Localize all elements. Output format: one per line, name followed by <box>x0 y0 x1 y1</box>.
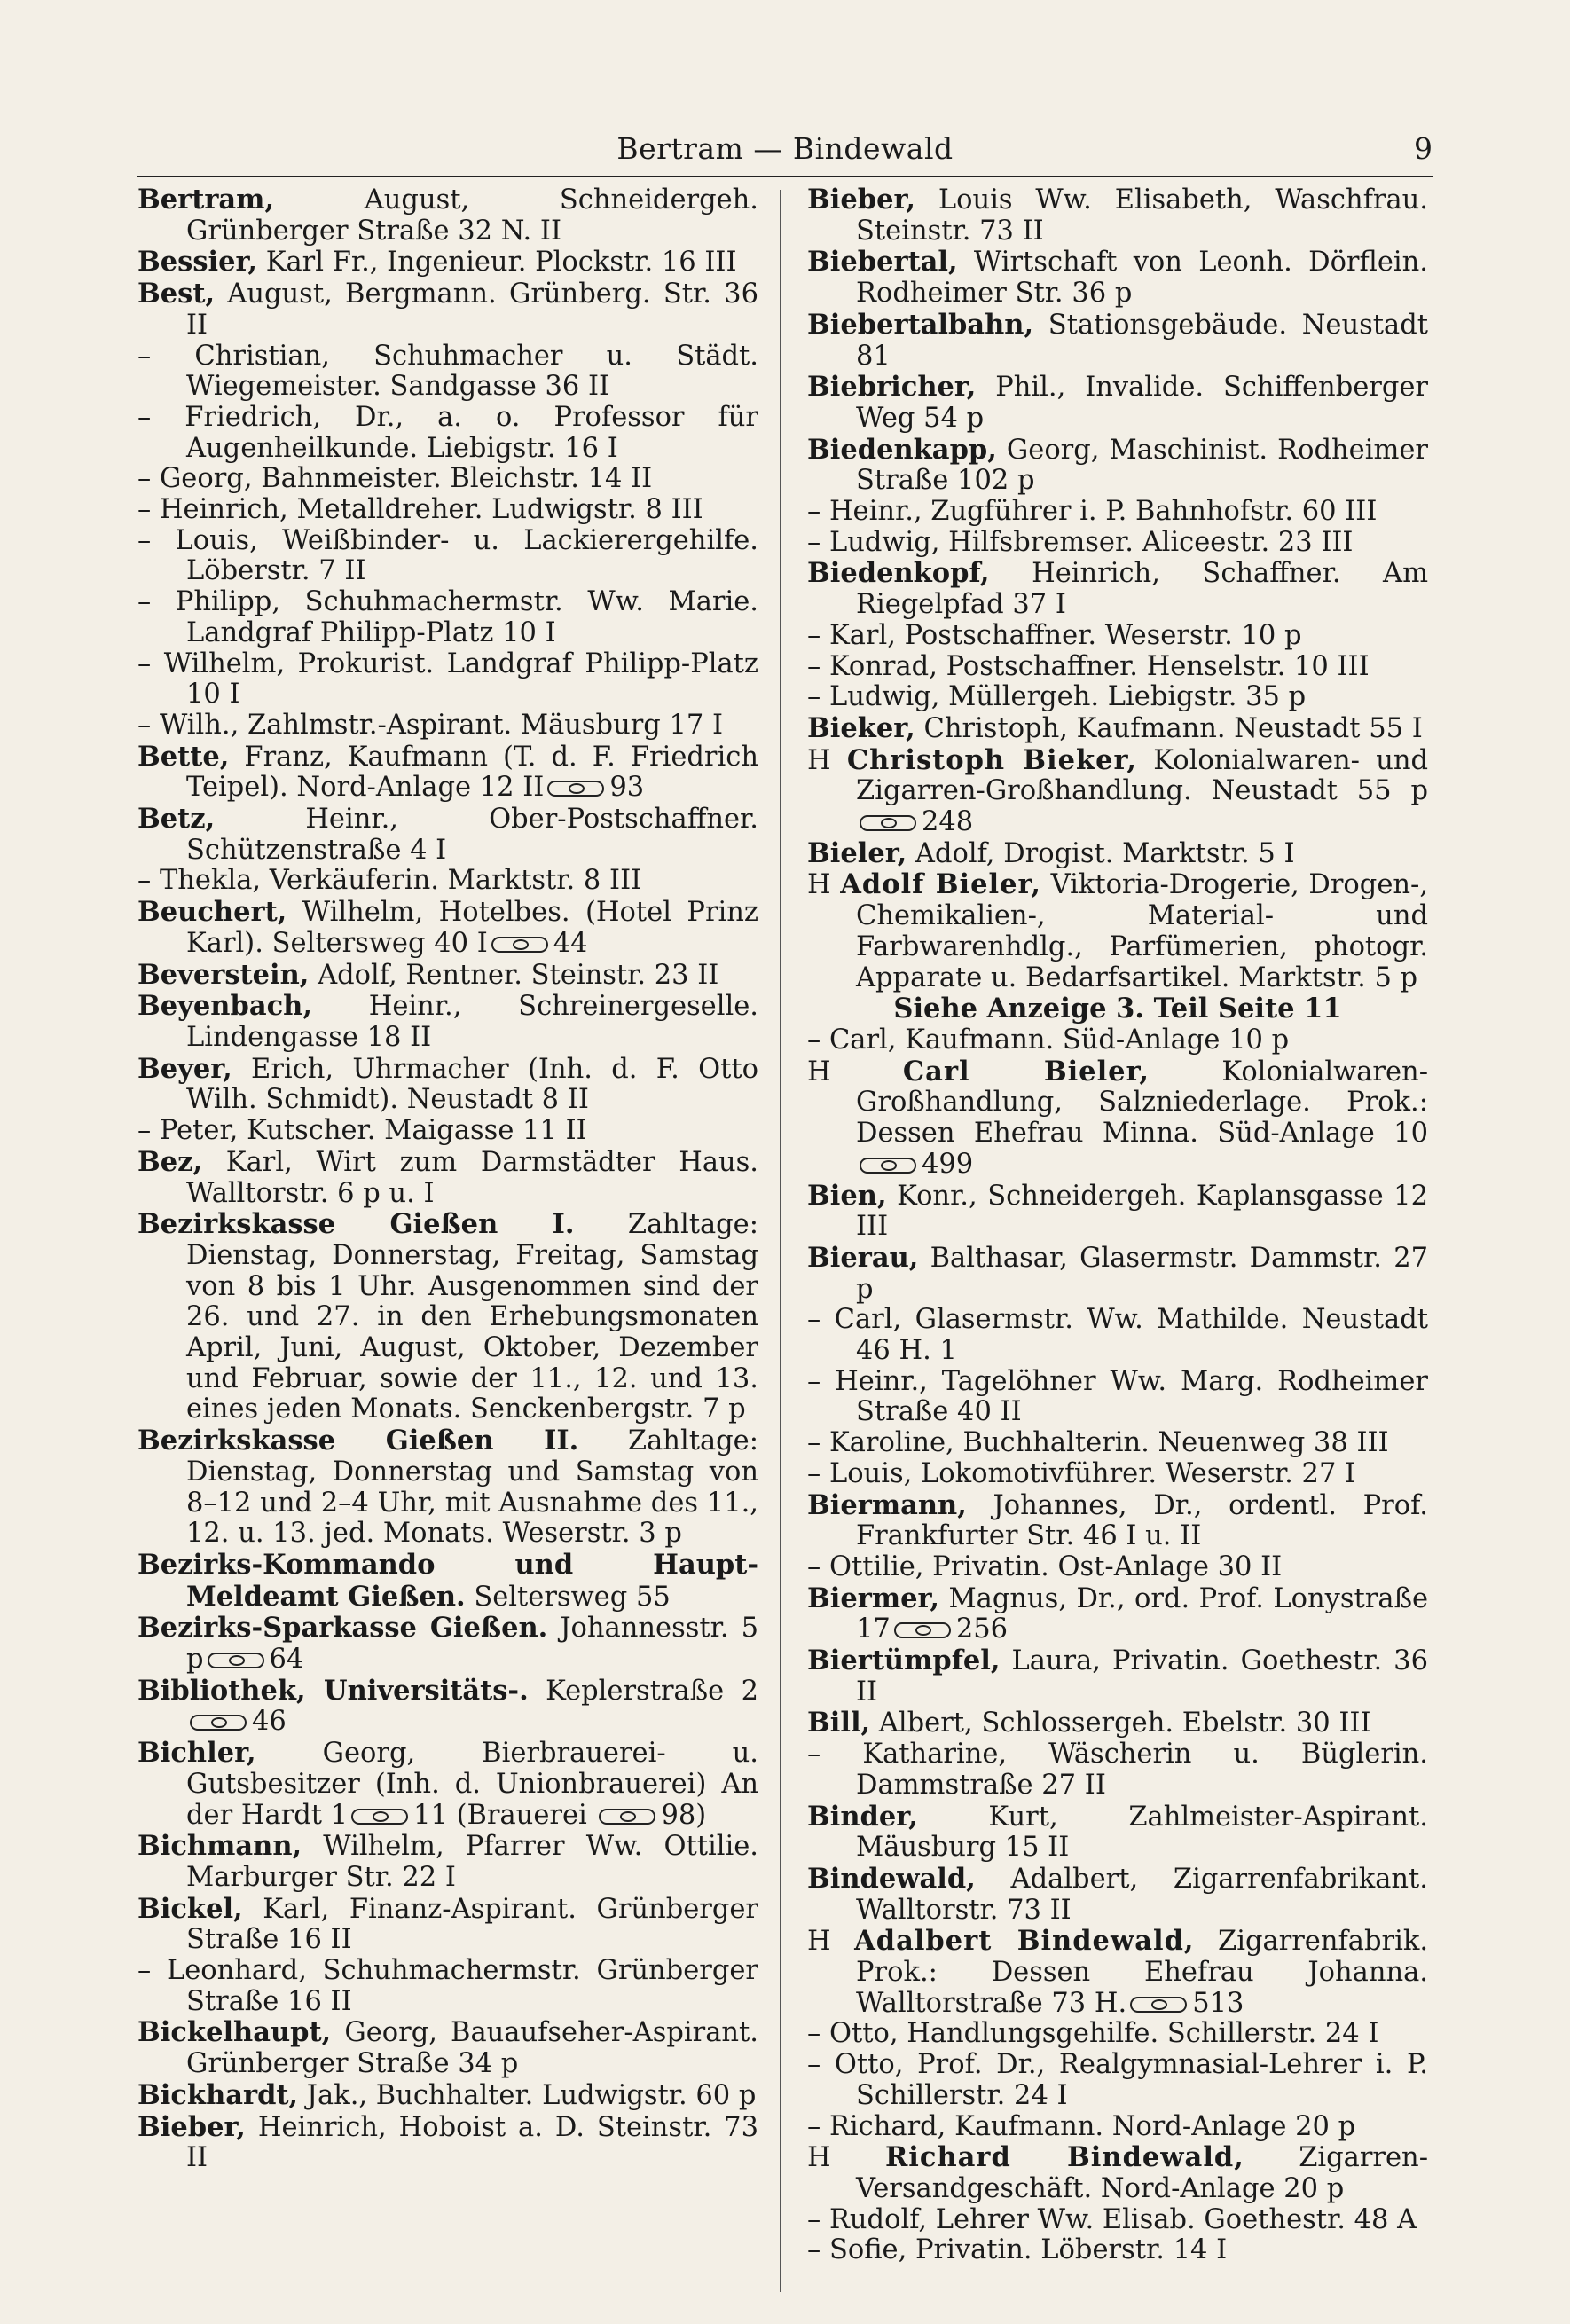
right-column <box>807 185 1428 2304</box>
entry-name: Binder, <box>807 1800 918 1833</box>
left-column <box>137 185 758 2304</box>
directory-entry <box>137 866 758 897</box>
entry-name: Bertram, <box>137 185 275 216</box>
entry-text: Heinrich, Hoboist a. D. Steinstr. 73 II <box>186 2111 758 2174</box>
entry-text: Louis Ww. Elisabeth, Waschfrau. Steinstr. 73 II <box>856 185 1428 247</box>
telephone-icon <box>1130 1997 1187 2013</box>
telephone-number: 248 <box>922 806 974 838</box>
directory-entry <box>807 993 1428 1025</box>
entry-text: Keplerstraße 2 <box>528 1675 758 1707</box>
entry-text: – Ottilie, Privatin. Ost-Anlage 30 II <box>807 1551 1283 1582</box>
entry-text: August, Bergmann. Grünberg. Str. 36 II <box>186 279 758 341</box>
directory-entry <box>807 1552 1428 1583</box>
telephone-icon <box>894 1622 951 1638</box>
entry-name: Beuchert, <box>137 896 287 929</box>
entry-name: Biebricher, <box>807 371 977 404</box>
directory-entry <box>137 1550 758 1613</box>
telephone-number: 499 <box>922 1148 974 1180</box>
directory-entry <box>807 528 1428 559</box>
directory-entry <box>807 372 1428 434</box>
directory-entry <box>137 1956 758 2017</box>
directory-entry <box>807 1305 1428 1366</box>
telephone-icon <box>547 781 604 797</box>
directory-entry <box>807 838 1428 870</box>
entry-text: – Heinr., Zugführer i. P. Bahnhofstr. 60 III <box>807 496 1378 528</box>
entry-name: Biedenkopf, <box>807 557 990 590</box>
entry-name: Biedenkapp, <box>807 433 997 466</box>
directory-entry <box>807 745 1428 838</box>
directory-entry <box>807 2050 1428 2111</box>
directory-entry <box>137 1116 758 1147</box>
directory-entry <box>137 711 758 742</box>
directory-entry <box>807 1181 1428 1243</box>
entry-text: – Louis, Lokomotivführer. Weserstr. 27 I <box>807 1457 1356 1489</box>
directory-entry <box>807 1459 1428 1490</box>
directory-entry <box>137 2017 758 2079</box>
page-number: 9 <box>1414 131 1433 166</box>
entry-text: Balthasar, Glasermstr. Dammstr. 27 p <box>856 1242 1428 1305</box>
entry-text: Georg, Bierbrauerei- u. Gutsbesitzer (Inh. d. Unionbrauerei) An der Hardt 1 <box>186 1738 758 1831</box>
directory-entry <box>137 247 758 279</box>
entry-name: Biermer, <box>807 1582 939 1614</box>
entry-text: Stationsgebäude. Neustadt 81 <box>856 309 1428 372</box>
telephone-icon <box>190 1715 247 1731</box>
entry-text: – Georg, Bahnmeister. Bleichstr. 14 II <box>137 463 653 495</box>
directory-entry <box>807 185 1428 247</box>
entry-text: Adolf, Drogist. Marktstr. 5 I <box>907 837 1295 869</box>
directory-entry <box>807 869 1428 993</box>
entry-name: Bez, <box>137 1145 203 1178</box>
directory-entry <box>137 526 758 587</box>
entry-text: Franz, Kaufmann (T. d. F. Friedrich Teipel). Nord-Anlage 12 II <box>186 741 758 804</box>
entry-name: Beyenbach, <box>137 990 312 1023</box>
entry-text: – Heinrich, Metalldreher. Ludwigstr. 8 III <box>137 494 703 526</box>
entry-text: – Rudolf, Lehrer Ww. Elisab. Goethestr. 48 A <box>807 2203 1417 2235</box>
entry-text: Georg, Maschinist. Rodheimer Straße 102 p <box>856 434 1428 497</box>
entry-name: Bickelhaupt, <box>137 2016 332 2049</box>
entry-name: Bezirkskasse Gießen II. <box>137 1425 579 1457</box>
directory-entry <box>137 279 758 341</box>
entry-name: Bieker, <box>807 711 915 744</box>
directory-entry <box>807 1739 1428 1801</box>
telephone-icon <box>860 1158 916 1174</box>
telephone-number: 513 <box>1192 1987 1244 2019</box>
directory-entry <box>137 1676 758 1738</box>
entry-name: Biebertalbahn, <box>807 308 1034 341</box>
directory-entry <box>137 1054 758 1116</box>
entry-text: H <box>807 869 841 901</box>
directory-entry <box>807 2019 1428 2050</box>
directory-entry <box>807 247 1428 309</box>
entry-name: Beverstein, <box>137 958 310 991</box>
directory-entry <box>137 1425 758 1550</box>
entry-text: – Otto, Handlungsgehilfe. Schillerstr. 24 I <box>807 2018 1379 2050</box>
directory-entry <box>807 497 1428 528</box>
directory-entry <box>137 897 758 959</box>
entry-name: Best, <box>137 278 216 310</box>
entry-text: – Konrad, Postschaffner. Henselstr. 10 III <box>807 650 1370 682</box>
entry-text: Georg, Bauaufseher-Aspirant. Grünberger Straße 34 p <box>186 2017 758 2080</box>
entry-name: Bien, <box>807 1179 887 1212</box>
entry-text: Adolf, Rentner. Steinstr. 23 II <box>309 959 719 991</box>
entry-text: Heinr., Schreinergeselle. Lindengasse 18 II <box>186 991 758 1053</box>
entry-text: – Leonhard, Schuhmachermstr. Grünberger Straße 16 II <box>137 1955 758 2017</box>
entry-text: Wirtschaft von Leonh. Dörflein. Rodheimer Str. 36 p <box>856 247 1428 310</box>
entry-text: Magnus, Dr., ord. Prof. Lonystraße 17 <box>856 1582 1428 1645</box>
directory-entry <box>807 1583 1428 1645</box>
entry-text: H <box>807 1926 855 1958</box>
firm-name: Richard Bindewald, <box>884 2141 1244 2174</box>
directory-entry <box>807 310 1428 372</box>
directory-entry <box>807 1926 1428 2019</box>
entry-text: – Wilhelm, Prokurist. Landgraf Philipp-Platz 10 I <box>137 648 758 711</box>
entry-text: – Heinr., Tagelöhner Ww. Marg. Rodheimer Straße 40 II <box>807 1365 1428 1428</box>
entry-text: Wilhelm, Pfarrer Ww. Ottilie. Marburger Str. 22 I <box>186 1831 758 1893</box>
directory-entry <box>807 1025 1428 1056</box>
directory-entry <box>137 1831 758 1893</box>
directory-entry <box>137 587 758 648</box>
directory-entry <box>137 403 758 464</box>
entry-text: Johannesstr. 5 p <box>186 1613 758 1676</box>
directory-entry <box>137 649 758 711</box>
directory-entry <box>807 2142 1428 2204</box>
directory-entry <box>807 558 1428 620</box>
entry-name: Bezirkskasse Gießen I. <box>137 1208 575 1241</box>
directory-entry <box>807 621 1428 652</box>
directory-entry <box>807 1802 1428 1864</box>
telephone-number: 98) <box>661 1799 707 1831</box>
column-divider <box>780 190 781 2292</box>
entry-name: Bichmann, <box>137 1830 302 1863</box>
directory-entry <box>807 713 1428 745</box>
telephone-number: 256 <box>955 1613 1009 1645</box>
directory-entry <box>807 682 1428 713</box>
telephone-number: 46 <box>252 1706 287 1738</box>
directory-entry <box>807 652 1428 683</box>
entry-text: – Friedrich, Dr., a. o. Professor für Augenheilkunde. Liebigstr. 16 I <box>137 401 758 464</box>
directory-entry <box>137 1894 758 1956</box>
entry-text: – Carl, Kaufmann. Süd-Anlage 10 p <box>807 1024 1290 1056</box>
entry-text: Zigarren-Versandgeschäft. Nord-Anlage 20 p <box>856 2142 1428 2204</box>
directory-entry <box>137 495 758 526</box>
directory-entry <box>807 1708 1428 1739</box>
telephone-number: 11 (Brauerei <box>413 1799 587 1831</box>
entry-text: Jak., Buchhalter. Ludwigstr. 60 p <box>298 2079 757 2111</box>
entry-name: Bill, <box>807 1707 871 1739</box>
directory-entry <box>137 1738 758 1831</box>
entry-name: Bichler, <box>137 1737 256 1770</box>
entry-name: Bibliothek, Universitäts-. <box>137 1674 529 1707</box>
entry-name: Bezirks-Kommando und Haupt-Meldeamt Gießen. <box>137 1548 758 1613</box>
entry-text: H <box>807 1056 903 1087</box>
entry-name: Bindewald, <box>807 1862 976 1895</box>
entry-text: – Otto, Prof. Dr., Realgymnasial-Lehrer i. P. Schillerstr. 24 I <box>807 2049 1428 2111</box>
entry-text: Laura, Privatin. Goethestr. 36 II <box>856 1645 1428 1708</box>
entry-text: Kolonialwaren- und Zigarren-Großhandlung. Neustadt 55 p <box>856 744 1428 807</box>
entry-name: Bezirks-Sparkasse Gießen. <box>137 1612 548 1645</box>
firm-name: Christoph Bieker, <box>846 743 1138 776</box>
directory-entry <box>137 1613 758 1675</box>
entry-text: August, Schneidergeh. Grünberger Straße 32 N. II <box>186 185 758 247</box>
entry-text: Heinr., Ober-Postschaffner. Schützenstraße 4 I <box>186 804 758 866</box>
entry-text: – Sofie, Privatin. Löberstr. 14 I <box>807 2234 1228 2266</box>
advertisement-reference: Siehe Anzeige 3. Teil Seite 11 <box>893 993 1342 1025</box>
entry-text: Seltersweg 55 <box>465 1581 671 1613</box>
entry-text: – Ludwig, Müllergeh. Liebigstr. 35 p <box>807 681 1307 713</box>
entry-name: Betz, <box>137 803 216 836</box>
directory-entry <box>137 804 758 866</box>
entry-text: H <box>807 2142 885 2174</box>
entry-name: Beyer, <box>137 1052 232 1085</box>
directory-entry <box>137 2080 758 2112</box>
entry-text: Adalbert, Zigarrenfabrikant. Walltorstr. 73 II <box>856 1863 1428 1926</box>
directory-entry <box>807 2205 1428 2236</box>
entry-text: Viktoria-Drogerie, Drogen-, Chemikalien-, Material- und Farbwarenhdlg., Parfümerien, photogr. Apparate u. Bedarfsartikel. Marktstr. 5 p <box>856 869 1428 993</box>
entry-name: Bieler, <box>807 836 907 869</box>
entry-text: – Karl, Postschaffner. Weserstr. 10 p <box>807 619 1302 651</box>
entry-text: – Christian, Schuhmacher u. Städt. Wiegemeister. Sandgasse 36 II <box>137 340 758 403</box>
directory-entry <box>807 1864 1428 1926</box>
entry-text: Heinrich, Schaffner. Am Riegelpfad 37 I <box>856 558 1428 621</box>
directory-entry <box>807 2112 1428 2143</box>
entry-text: – Richard, Kaufmann. Nord-Anlage 20 p <box>807 2110 1356 2142</box>
entry-name: Bette, <box>137 740 230 773</box>
page-header <box>137 124 1433 177</box>
entry-text: Christoph, Kaufmann. Neustadt 55 I <box>915 712 1423 744</box>
entry-name: Bieber, <box>807 185 915 216</box>
entry-text: Konr., Schneidergeh. Kaplansgasse 12 III <box>856 1180 1428 1243</box>
entry-text: Zahltage: Dienstag, Donnerstag und Samstag von 8–12 und 2–4 Uhr, mit Ausnahme des 11., 12. u. 13. jed. Monats. Weserstr. 3 p <box>186 1425 758 1550</box>
entry-text: H <box>807 744 847 776</box>
firm-name: Adalbert Bindewald, <box>854 1925 1195 1958</box>
entry-text: – Carl, Glasermstr. Ww. Mathilde. Neustadt 46 H. 1 <box>807 1304 1428 1367</box>
entry-text: Zigarrenfabrik. Prok.: Dessen Ehefrau Johanna. Walltorstraße 73 H. <box>856 1926 1428 2019</box>
entry-text: Zahltage: Dienstag, Donnerstag, Freitag, Samstag von 8 bis 1 Uhr. Ausgenommen sind der 26. und 27. in den Erhebungsmonaten April, Juni, August, Oktober, Dezember und Februar, sowie der 11., 12. und 13. eines jeden Monats. Senckenbergstr. 7 p <box>186 1209 758 1425</box>
entry-name: Bickel, <box>137 1892 243 1925</box>
entry-name: Bierau, <box>807 1241 919 1274</box>
directory-entry <box>137 185 758 247</box>
entry-text: Karl, Wirt zum Darmstädter Haus. Walltorstr. 6 p u. I <box>186 1146 758 1209</box>
entry-name: Bieber, <box>137 2110 246 2143</box>
directory-entry <box>807 1645 1428 1708</box>
entry-name: Biermann, <box>807 1488 967 1521</box>
directory-entry <box>137 342 758 403</box>
entry-text: Karl, Finanz-Aspirant. Grünberger Straße 16 II <box>186 1893 758 1956</box>
entry-text: Karl Fr., Ingenieur. Plockstr. 16 III <box>257 247 737 279</box>
directory-entry <box>137 1147 758 1209</box>
directory-entry <box>807 435 1428 497</box>
directory-entry <box>807 1367 1428 1428</box>
firm-name: Carl Bieler, <box>902 1055 1150 1087</box>
entry-name: Biebertal, <box>807 246 958 279</box>
entry-name: Bickhardt, <box>137 2078 299 2111</box>
telephone-icon <box>491 937 548 953</box>
directory-entry <box>807 1490 1428 1552</box>
firm-name: Adolf Bieler, <box>840 868 1041 901</box>
entry-text: Phil., Invalide. Schiffenberger Weg 54 p <box>856 372 1428 434</box>
directory-entry <box>807 1428 1428 1459</box>
directory-entry <box>137 960 758 992</box>
entry-text: – Peter, Kutscher. Maigasse 11 II <box>137 1115 587 1147</box>
entry-text: Kurt, Zahlmeister-Aspirant. Mäusburg 15 II <box>856 1801 1428 1864</box>
entry-text: Wilhelm, Hotelbes. (Hotel Prinz Karl). Seltersweg 40 I <box>186 897 758 959</box>
header-rule <box>137 176 1433 177</box>
entry-text: Albert, Schlossergeh. Ebelstr. 30 III <box>870 1708 1371 1739</box>
entry-text: – Wilh., Zahlmstr.-Aspirant. Mäusburg 17 I <box>137 709 724 741</box>
directory-entry <box>807 2235 1428 2266</box>
entry-name: Bessier, <box>137 246 257 279</box>
directory-entry <box>137 991 758 1053</box>
entry-text: – Katharine, Wäscherin u. Büglerin. Dammstraße 27 II <box>807 1739 1428 1801</box>
telephone-icon <box>208 1653 264 1668</box>
telephone-number: 44 <box>553 927 588 959</box>
directory-entry <box>137 742 758 804</box>
entry-text: – Karoline, Buchhalterin. Neuenweg 38 III <box>807 1427 1389 1459</box>
telephone-number: 64 <box>269 1644 304 1676</box>
telephone-icon <box>860 815 916 831</box>
directory-entry <box>137 1209 758 1425</box>
directory-entry <box>807 1243 1428 1305</box>
directory-entry <box>137 2112 758 2174</box>
entry-text: Kolonialwaren-Großhandlung, Salzniederlage. Prok.: Dessen Ehefrau Minna. Süd-Anlage 10 <box>856 1056 1428 1150</box>
entry-text: – Ludwig, Hilfsbremser. Aliceestr. 23 III <box>807 526 1354 558</box>
entry-text: Erich, Uhrmacher (Inh. d. F. Otto Wilh. Schmidt). Neustadt 8 II <box>186 1053 758 1116</box>
running-title: Bertram — Bindewald <box>616 131 954 166</box>
directory-entry <box>807 1056 1428 1181</box>
entry-text: – Philipp, Schuhmachermstr. Ww. Marie. Landgraf Philipp-Platz 10 I <box>137 586 758 648</box>
entry-name: Biertümpfel, <box>807 1645 1001 1677</box>
telephone-icon <box>351 1809 408 1825</box>
entry-text: – Thekla, Verkäuferin. Marktstr. 8 III <box>137 865 642 897</box>
entry-text: – Louis, Weißbinder- u. Lackierergehilfe. Löberstr. 7 II <box>137 524 758 587</box>
telephone-number: 93 <box>609 772 645 804</box>
telephone-icon <box>599 1809 655 1825</box>
directory-entry <box>137 464 758 495</box>
entry-text: Johannes, Dr., ordentl. Prof. Frankfurter Str. 46 I u. II <box>856 1489 1428 1552</box>
